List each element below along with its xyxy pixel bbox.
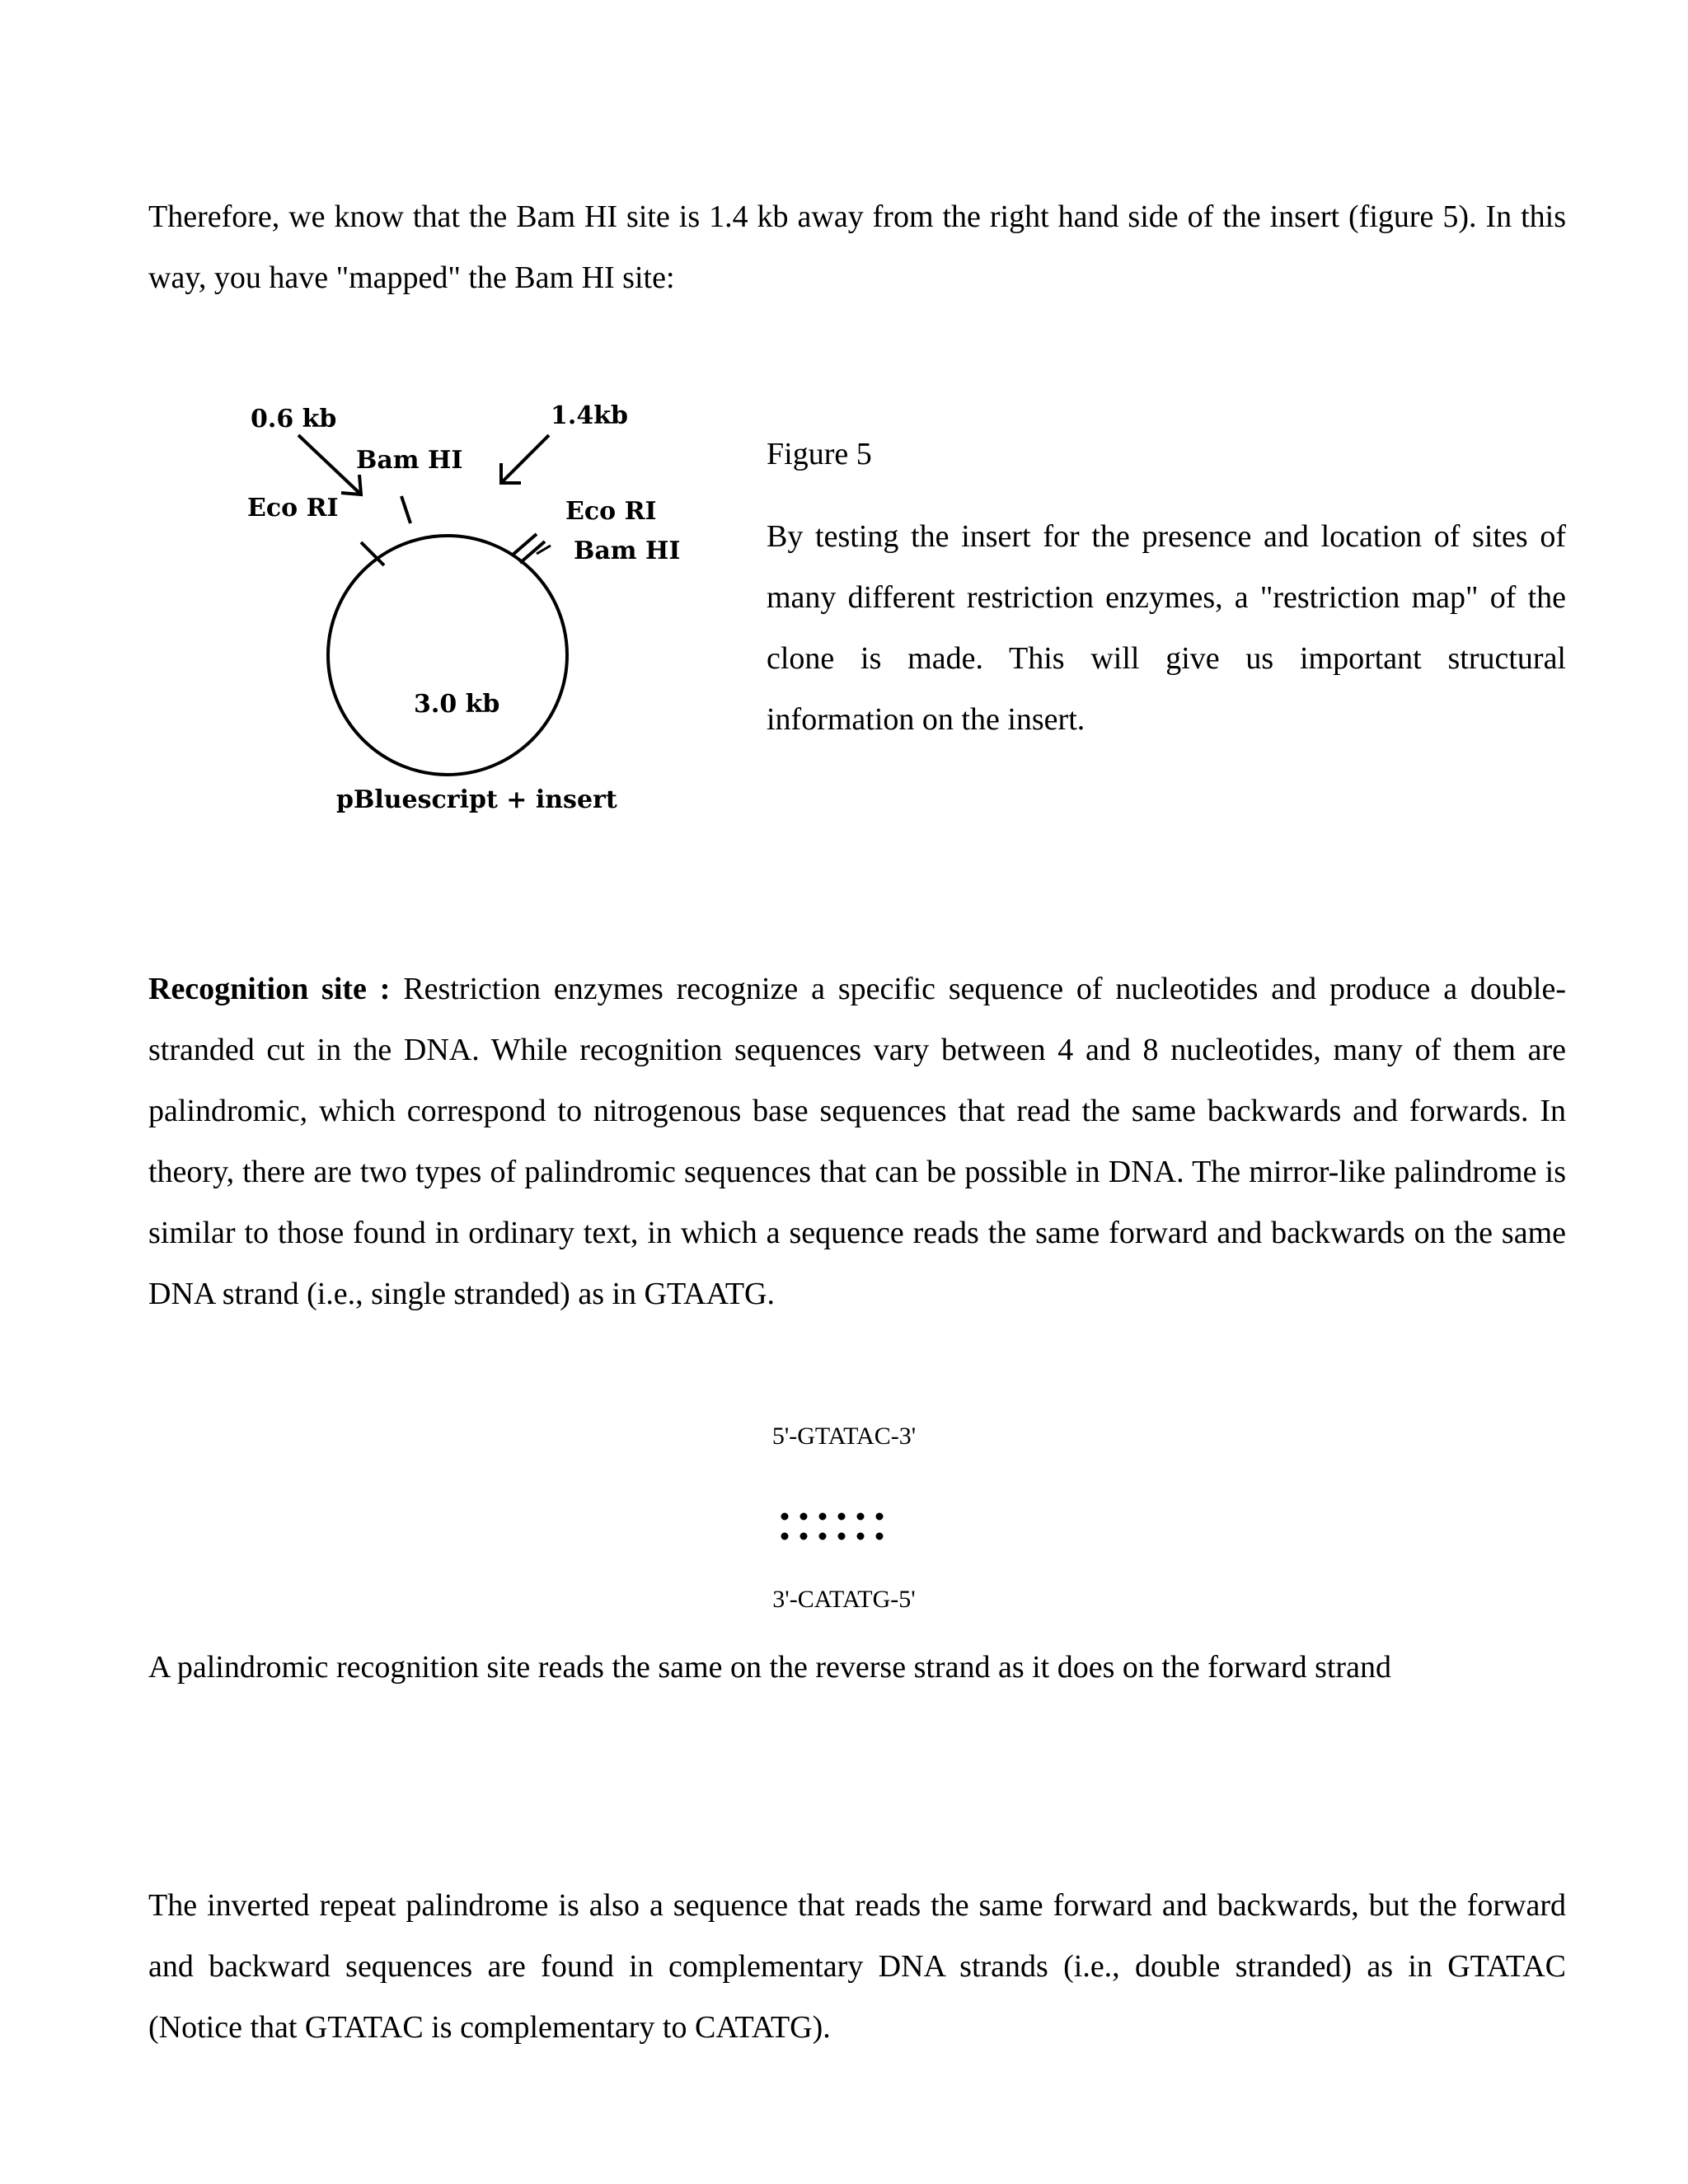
base-pair-dot	[800, 1533, 808, 1540]
label-eco-ri-left: Eco RI	[247, 494, 339, 523]
dna-top-strand: 5'-GTATAC-3'	[771, 1422, 917, 1450]
palindrome-caption: A palindromic recognition site reads the same on the reverse strand as it does on the forward strand	[148, 1650, 1391, 1685]
base-pair-dot	[819, 1533, 827, 1540]
base-pair-dot	[819, 1513, 827, 1521]
plasmid-circle	[328, 536, 567, 775]
label-bam-hi-right: Bam HI	[574, 537, 681, 565]
label-bam-hi-left: Bam HI	[356, 446, 463, 475]
dna-bottom-strand: 3'-CATATG-5'	[772, 1586, 916, 1613]
base-pair-dot	[838, 1533, 846, 1540]
base-pair-dot	[857, 1513, 865, 1521]
arrow-0-6kb	[298, 435, 361, 494]
recognition-site-term: Recognition site :	[148, 972, 391, 1006]
arrow-1-4kb	[501, 435, 549, 483]
base-pair-dot	[838, 1513, 846, 1521]
recognition-site-text: Restriction enzymes recognize a specific sequence of nucleotides and produce a double-stranded cut in the DNA. While recognition sequences vary between 4 and 8 nucleotides, many of them are palindromic, which correspond to nitrogenous base sequences that read the same backwards and forwards. In theory, there are two types of palindromic sequences that can be possible in DNA. The mirror-like palindrome is similar to those found in ordinary text, in which a sequence reads the same forward and backwards on the same DNA strand (i.e., single stranded) as in GTAATG.	[148, 972, 1567, 1311]
base-pair-dot	[857, 1533, 865, 1540]
label-plasmid-name: pBluescript + insert	[336, 785, 617, 814]
label-size: 3.0 kb	[414, 690, 500, 719]
label-1-4kb: 1.4kb	[551, 401, 628, 430]
base-pair-dot	[800, 1513, 808, 1521]
intro-paragraph: Therefore, we know that the Bam HI site is 1.4 kb away from the right hand side of the insert (figure 5). In this way, you have "mapped" the Bam HI site:	[148, 199, 1566, 295]
bam-hi-left-cut	[401, 496, 410, 523]
base-pair-dot	[876, 1533, 884, 1540]
plasmid-map-diagram	[239, 396, 701, 832]
recognition-site-paragraph	[148, 958, 1566, 1324]
base-pair-dot	[876, 1513, 884, 1521]
label-eco-ri-right: Eco RI	[565, 497, 657, 526]
base-pair-dots	[775, 1507, 890, 1548]
figure-text-block	[767, 424, 1566, 750]
base-pair-dot	[781, 1513, 789, 1521]
base-pair-dot	[781, 1533, 789, 1540]
inverted-repeat-paragraph: The inverted repeat palindrome is also a sequence that reads the same forward and backwards, but the forward and backward sequences are found in complementary DNA strands (i.e., double stranded) as in GTATAC (Notice that GTATAC is complementary to CATATG).	[148, 1888, 1566, 2045]
label-0-6kb: 0.6 kb	[251, 405, 337, 434]
figure-caption: Figure 5	[767, 437, 872, 471]
figure-description: By testing the insert for the presence and location of sites of many different restriction enzymes, a "restriction map" of the clone is made. This will give us important structural information on the insert.	[767, 519, 1566, 737]
